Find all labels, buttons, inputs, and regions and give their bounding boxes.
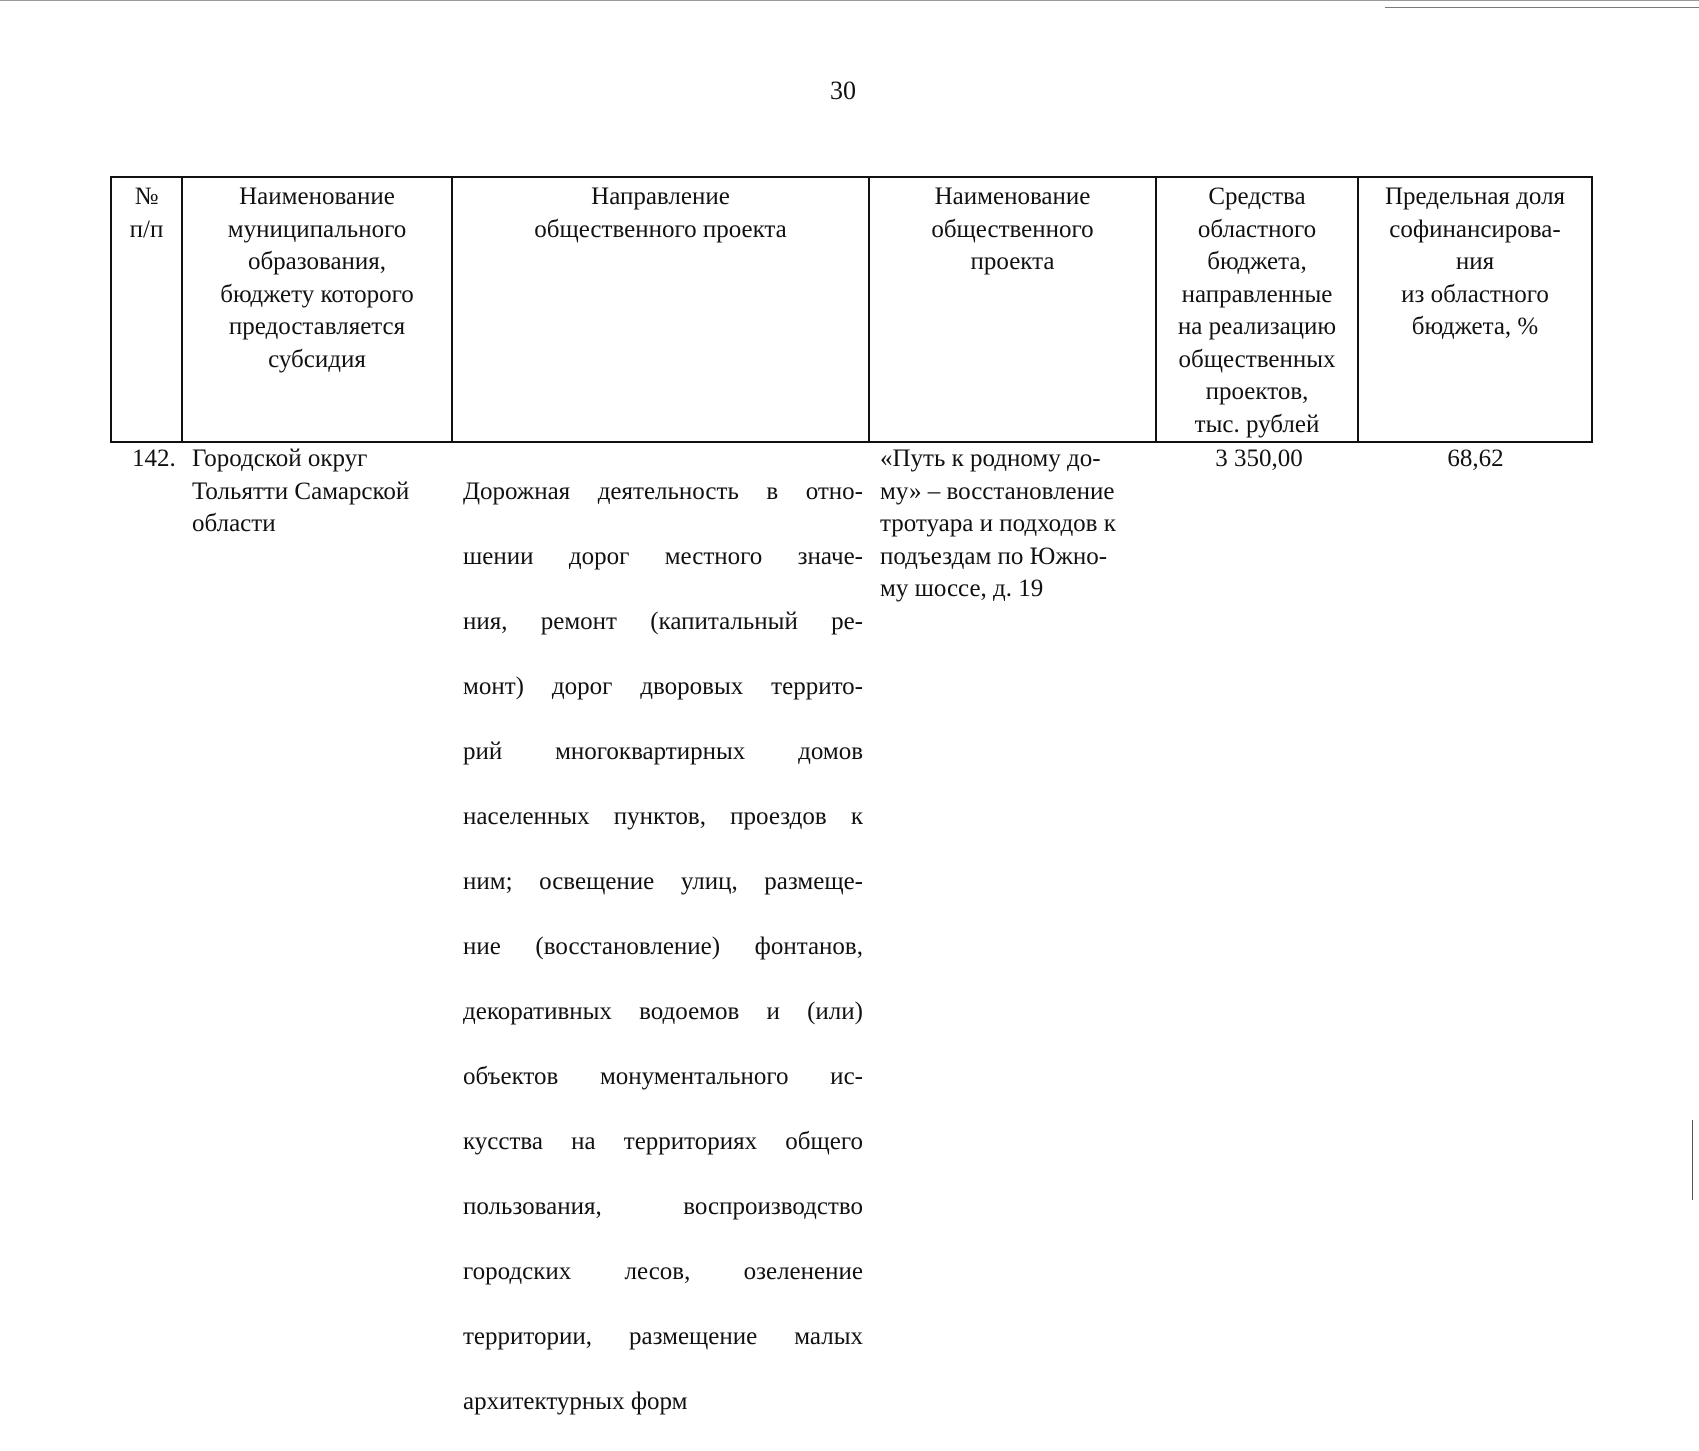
- header-cell-share: Предельная доля софинансирова- ния из областного бюджета, %: [1358, 177, 1592, 442]
- row-number: 142.: [132, 445, 176, 472]
- direction-line: ним; освещение улиц, размеще-: [463, 867, 863, 895]
- direction-line: рий многоквартирных домов: [463, 737, 863, 765]
- direction-line: объектов монументального ис-: [463, 1062, 863, 1090]
- header-cell-municipality: Наименование муниципального образования, бюджету которого предоставляется субсидия: [182, 177, 452, 442]
- direction-line: монт) дорог дворовых террито-: [463, 672, 863, 700]
- direction-line: Дорожная деятельность в отно-: [463, 477, 863, 505]
- direction-line: пользования, воспроизводство: [463, 1192, 863, 1220]
- row-municipality: Городской округ Тольятти Самарской области: [192, 445, 410, 537]
- direction-line: территории, размещение малых: [463, 1322, 863, 1350]
- header-cell-number: № п/п: [111, 177, 182, 442]
- direction-line: шении дорог местного значе-: [463, 542, 863, 570]
- row-project-name: «Путь к родному до- му» – восстановление тротуара и подходов к подъездам по Южно- му шоссе, д. 19: [880, 445, 1116, 602]
- page-number: 30: [830, 76, 856, 105]
- direction-line: декоративных водоемов и (или): [463, 997, 863, 1025]
- row-share: 68,62: [1447, 445, 1504, 472]
- direction-line: кусства на территориях общего: [463, 1127, 863, 1155]
- direction-line: ния, ремонт (капитальный ре-: [463, 607, 863, 635]
- row-direction: [463, 443, 863, 1451]
- row-funds: 3 350,00: [1215, 445, 1303, 472]
- scan-edge-right: [1692, 1120, 1693, 1200]
- header-cell-direction: Направление общественного проекта: [452, 177, 869, 442]
- header-cell-funds: Средства областного бюджета, направленные на реализацию общественных проектов, тыс. рублей: [1156, 177, 1358, 442]
- direction-line: населенных пунктов, проездов к: [463, 802, 863, 830]
- direction-line: городских лесов, озеленение: [463, 1257, 863, 1285]
- direction-line: архитектурных форм: [463, 1387, 688, 1415]
- scan-edge-top-right: [1385, 7, 1699, 8]
- table-row: [110, 443, 1591, 1415]
- header-cell-project-name: Наименование общественного проекта: [869, 177, 1156, 442]
- table-header: [110, 176, 1593, 443]
- scan-edge-top: [0, 0, 1699, 1]
- header-row: [111, 177, 1592, 442]
- direction-line: ние (восстановление) фонтанов,: [463, 932, 863, 960]
